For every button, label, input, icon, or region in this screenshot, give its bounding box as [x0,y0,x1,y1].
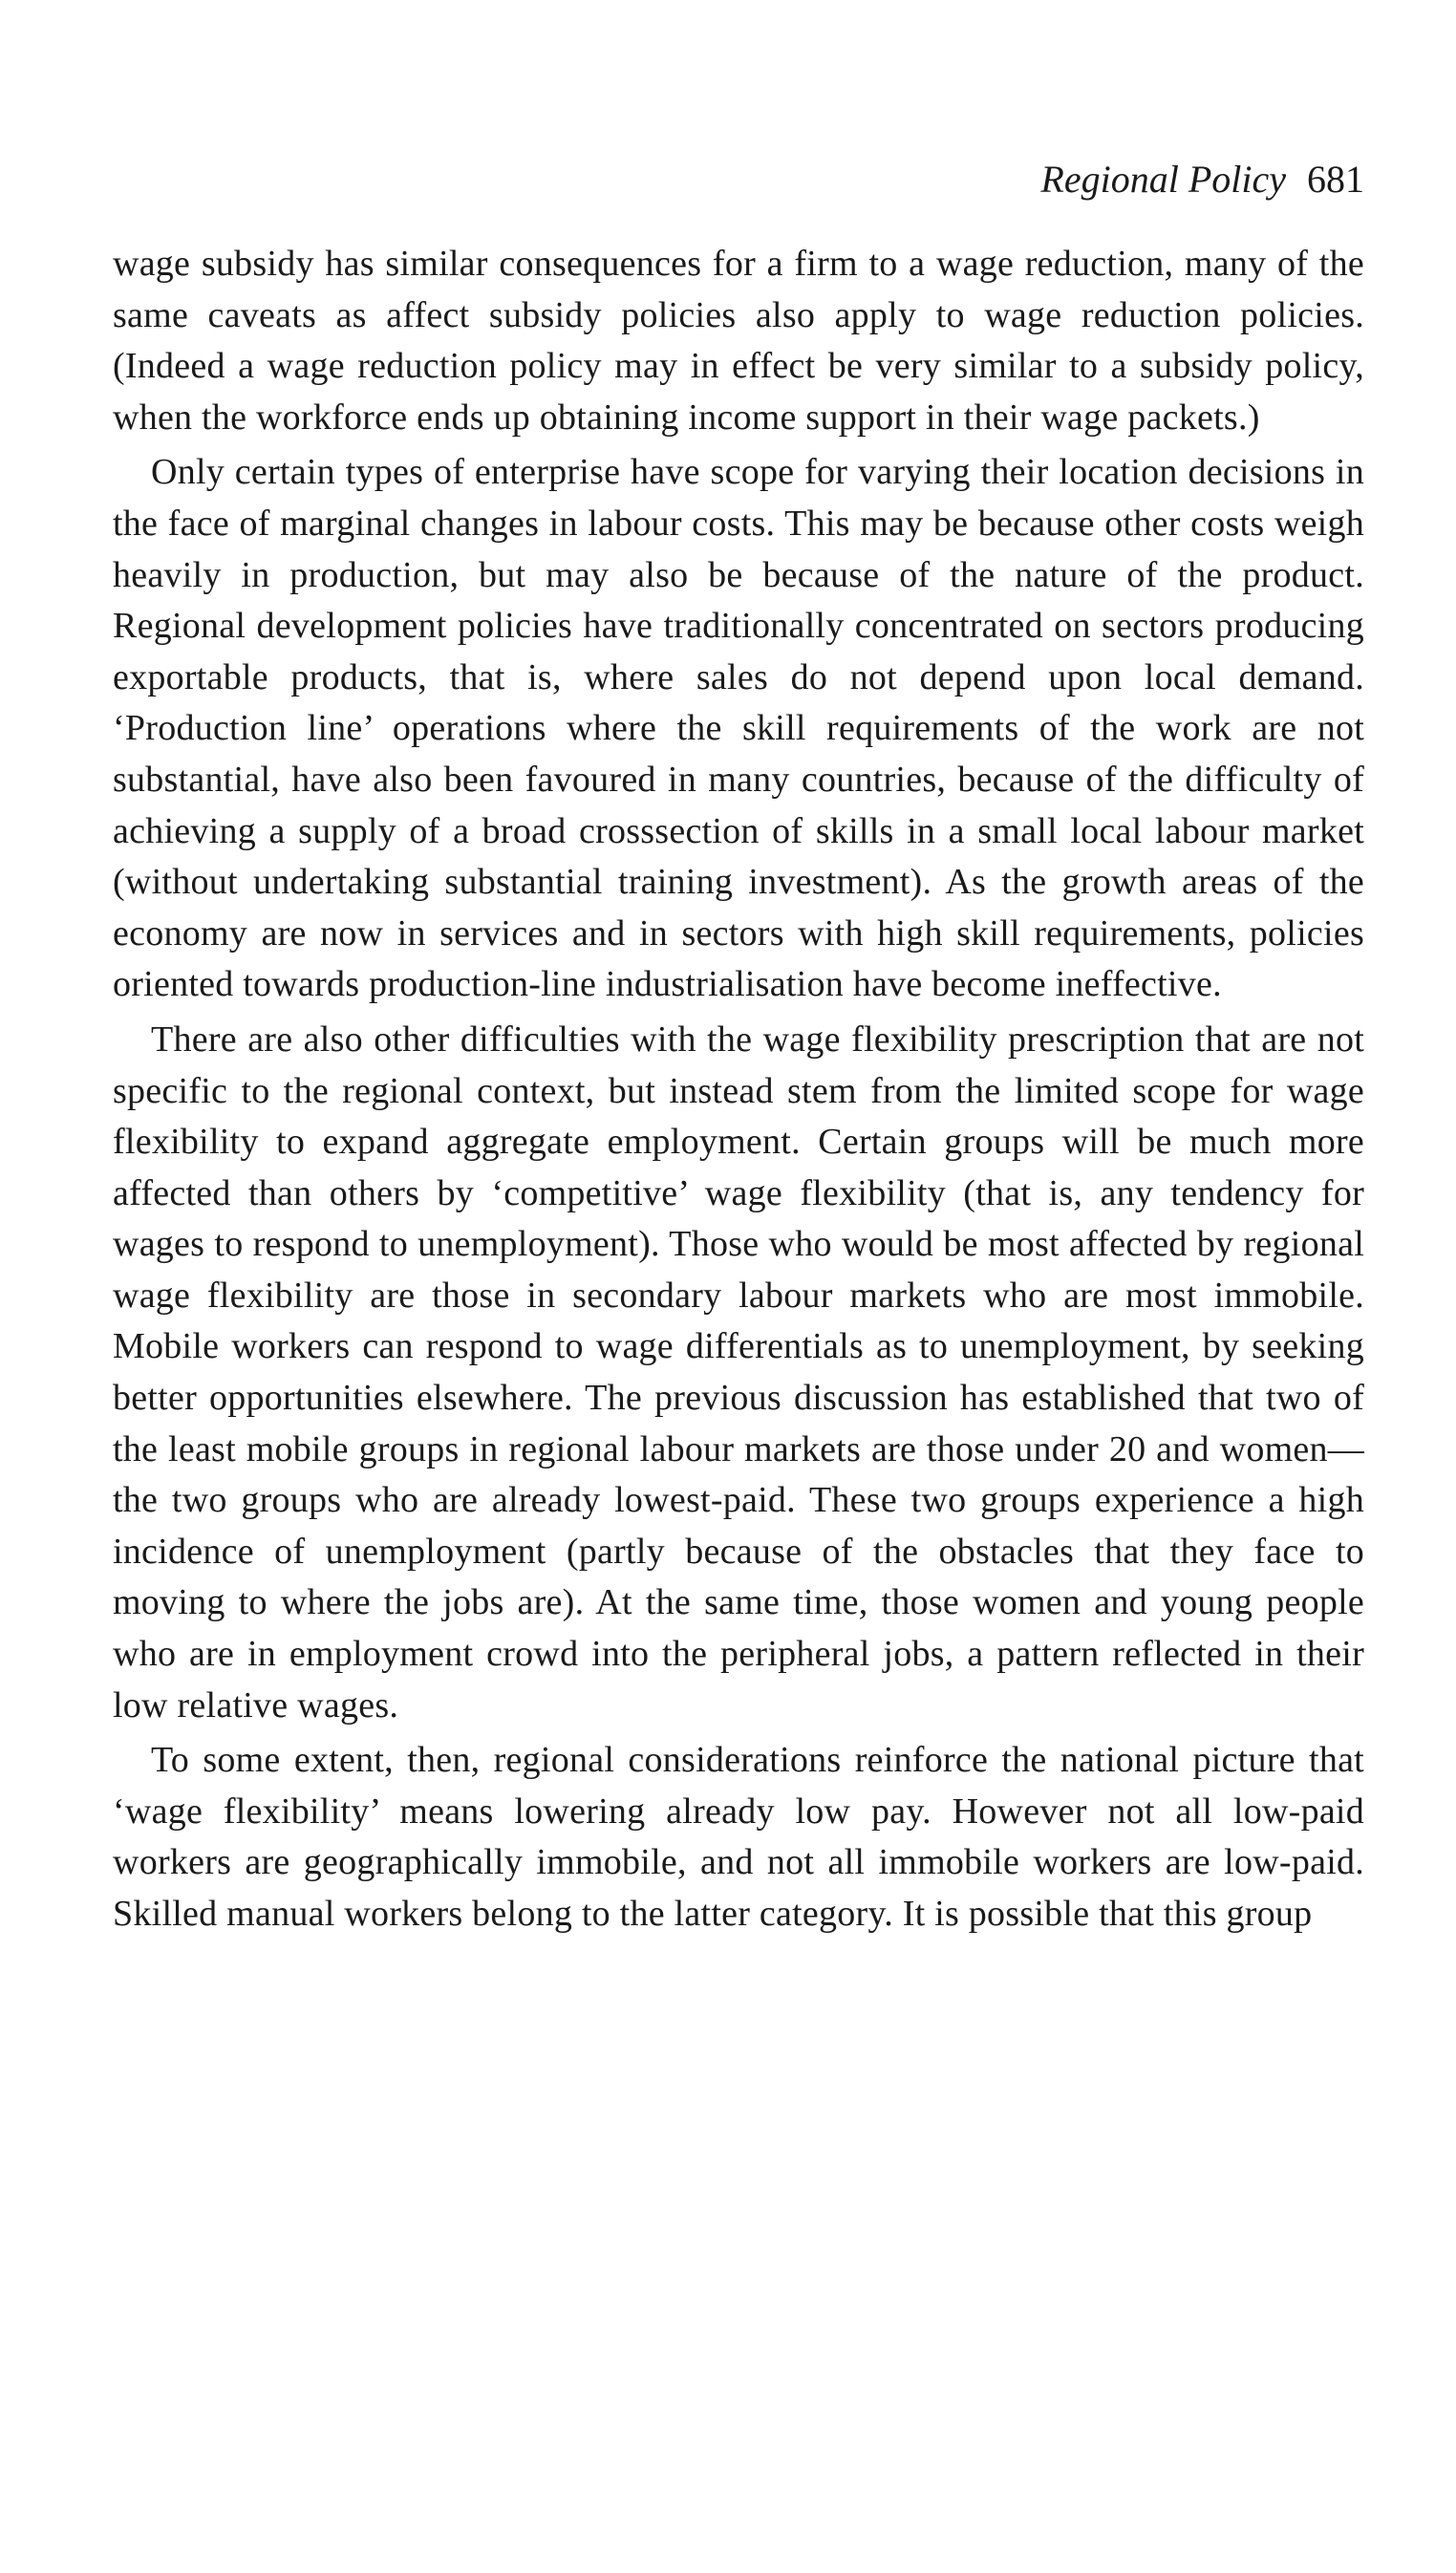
paragraph-2: Only certain types of enterprise have scope for varying their location decisions in the face of marginal changes in labour costs. This may be because other costs weigh heavily in production, but may also be because of the nature of the product. Regional development policies have traditionally concentrated on sectors producing exportable products, that is, where sales do not depend upon local demand. ‘Production line’ operations where the skill requirements of the work are not substantial, have also been favoured in many countries, because of the difficulty of achieving a supply of a broad crosssection of skills in a small local labour market (without undertaking substantial training investment). As the growth areas of the economy are now in services and in sectors with high skill requirements, policies oriented towards production-line industrialisation have become ineffective. [113,452,1364,1005]
paragraph-4: To some extent, then, regional considerations reinforce the national picture that ‘wage flexibility’ means lowering already low pay. However not all low-paid workers are geographically immobile, and not all immobile workers are low-paid. Skilled manual workers belong to the latter category. It is possible that this group [113,1740,1364,1934]
running-head [1040,157,1364,203]
running-head-title: Regional Policy [1040,158,1286,201]
body-text [113,239,1364,1944]
paragraph-1: wage subsidy has similar consequences for a firm to a wage reduction, many of the same caveats as affect subsidy policies also apply to wage reduction policies. (Indeed a wage reduction policy may in effect be very similar to a subsidy policy, when the workforce ends up obtaining income support in their wage packets.) [113,244,1364,438]
page-number: 681 [1307,158,1364,201]
paragraph-3: There are also other difficulties with the wage flexibility prescription that are not specific to the regional context, but instead stem from the limited scope for wage flexibility to expand aggregate employment. Certain groups will be much more affected than others by ‘competitive’ wage flexibility (that is, any tendency for wages to respond to unemployment). Those who would be most affected by regional wage flexibility are those in secondary labour markets who are most immobile. Mobile workers can respond to wage differentials as to unemployment, by seeking better opportunities elsewhere. The previous discussion has established that two of the least mobile groups in regional labour markets are those under 20 and women—the two groups who are already lowest-paid. These two groups experience a high incidence of unemployment (partly because of the obstacles that they face to moving to where the jobs are). At the same time, those women and young people who are in employment crowd into the peripheral jobs, a pattern reflected in their low relative wages. [113,1018,1364,1726]
